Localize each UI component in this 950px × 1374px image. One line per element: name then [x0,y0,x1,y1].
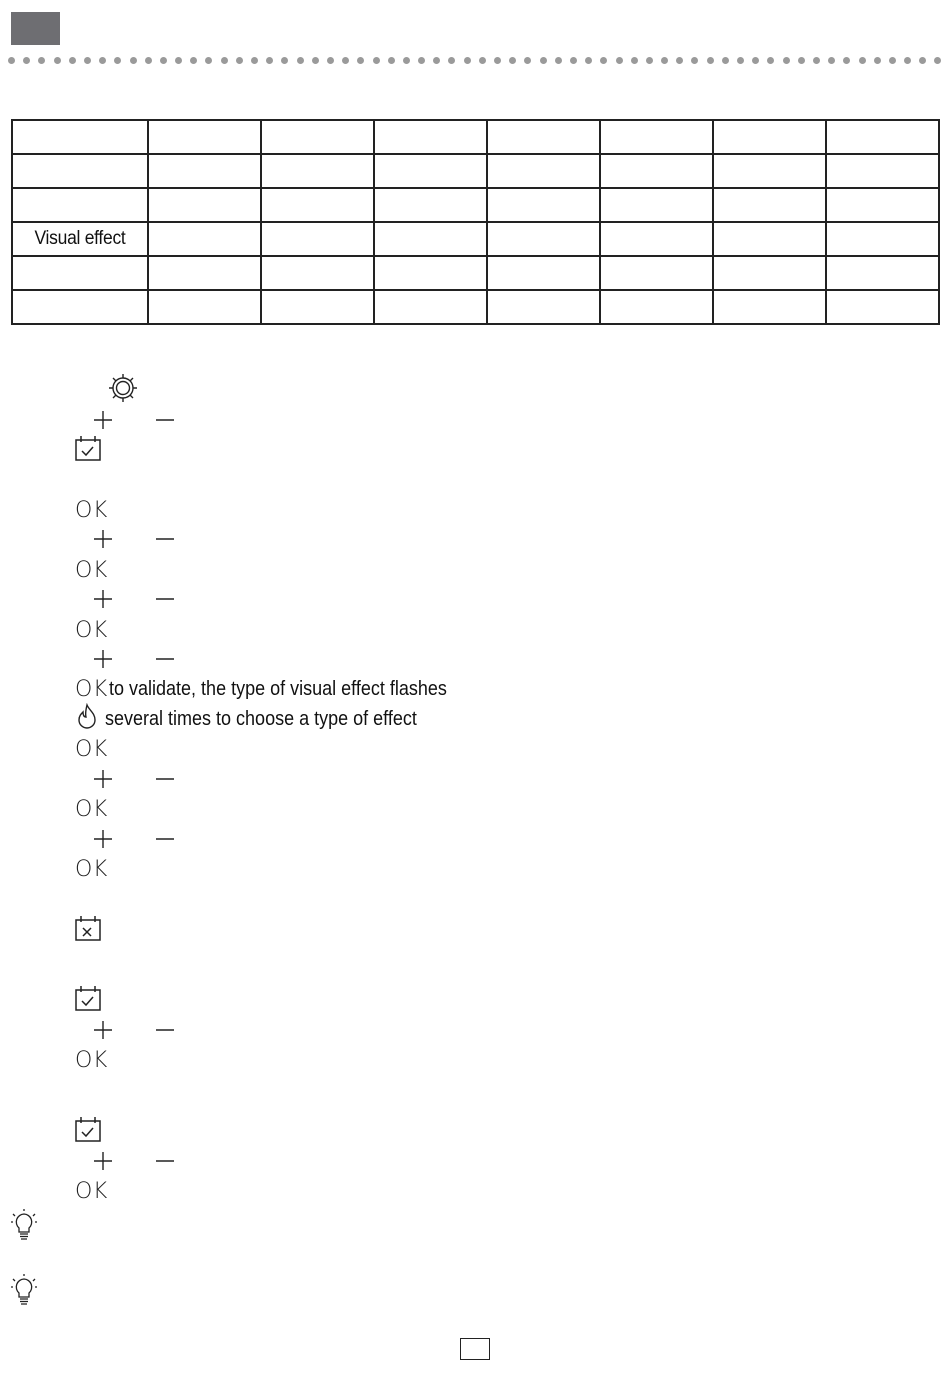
minus-icon [154,588,176,615]
table-cell [713,290,826,324]
ok-label: OK [75,617,108,643]
ok-step [75,736,109,762]
divider-dot [646,57,653,64]
divider-dot [281,57,288,64]
table-cell [17,154,142,188]
gear-icon [106,371,140,405]
table-cell [261,120,374,154]
divider-dot [889,57,896,64]
divider-dot [843,57,850,64]
ok-step [75,796,109,822]
table-cell [17,188,142,222]
divider-dot [934,57,941,64]
effect-choose-text: several times to choose a type of effect [105,707,417,730]
plus-minus-controls [92,409,182,431]
divider-dot [600,57,607,64]
divider-dot [418,57,425,64]
divider-dot [145,57,152,64]
flame-step [75,706,451,732]
divider-dot [130,57,137,64]
table-row [12,256,939,290]
divider-dot [99,57,106,64]
plus-minus-controls [92,828,182,850]
table-cell [826,120,939,154]
divider-dot [494,57,501,64]
divider-dot [859,57,866,64]
table-cell [713,120,826,154]
divider-dot [84,57,91,64]
table-cell [374,120,487,154]
section-header-block [11,12,60,45]
table-cell [826,222,939,256]
divider-dot [737,57,744,64]
divider-dot [403,57,410,64]
ok-step [75,617,109,643]
table-cell [600,188,713,222]
ok-step [75,497,109,523]
divider-dot [433,57,440,64]
dotted-divider [8,56,942,64]
minus-icon [154,409,176,436]
ok-label: OK [75,497,108,523]
plus-icon [92,768,114,795]
ok-label: OK [75,736,108,762]
table-cell [148,120,261,154]
table-cell: Visual effect [17,222,142,256]
table-cell [600,222,713,256]
plus-icon [92,648,114,675]
table-cell [261,154,374,188]
visual-validate-text: to validate, the type of visual effect flashes [109,677,447,700]
divider-dot [160,57,167,64]
divider-dot [691,57,698,64]
divider-dot [312,57,319,64]
divider-dot [8,57,15,64]
divider-dot [38,57,45,64]
table-cell [374,222,487,256]
divider-dot [479,57,486,64]
divider-dot [828,57,835,64]
calendar-cross-icon [75,914,101,942]
divider-dot [874,57,881,64]
table-cell [487,222,600,256]
divider-dot [585,57,592,64]
divider-dot [509,57,516,64]
plus-icon [92,828,114,855]
calendar-check-icon [75,434,101,462]
divider-dot [373,57,380,64]
minus-icon [154,1150,176,1177]
divider-dot [813,57,820,64]
divider-dot [707,57,714,64]
table-cell [600,154,713,188]
table-cell [148,188,261,222]
divider-dot [524,57,531,64]
table-cell [713,188,826,222]
plus-minus-controls [92,1150,182,1172]
divider-dot [236,57,243,64]
table-row [12,222,939,256]
table-cell [487,290,600,324]
divider-dot [251,57,258,64]
ok-step [75,1047,109,1073]
table-cell [600,290,713,324]
table-cell [374,188,487,222]
table-cell [148,256,261,290]
table-cell [261,290,374,324]
divider-dot [676,57,683,64]
divider-dot [114,57,121,64]
minus-icon [154,1019,176,1046]
divider-dot [342,57,349,64]
table-cell [148,290,261,324]
table-cell [261,222,374,256]
divider-dot [722,57,729,64]
ok-step [75,676,484,702]
divider-dot [919,57,926,64]
divider-dot [555,57,562,64]
table-cell [487,154,600,188]
divider-dot [540,57,547,64]
ok-step [75,557,109,583]
divider-dot [767,57,774,64]
table-cell [487,188,600,222]
table-cell [600,256,713,290]
table-cell [374,256,487,290]
table-cell [374,154,487,188]
calendar-check-icon [75,1115,101,1143]
page-number-box [460,1338,490,1360]
plus-icon [92,1150,114,1177]
ok-step [75,1178,109,1204]
divider-dot [205,57,212,64]
ok-step [75,856,109,882]
table-cell [17,120,142,154]
divider-dot [357,57,364,64]
divider-dot [388,57,395,64]
table-cell [826,290,939,324]
table-cell [487,120,600,154]
table-cell [713,256,826,290]
plus-icon [92,1019,114,1046]
plus-icon [92,409,114,436]
ok-label: OK [75,557,108,583]
divider-dot [175,57,182,64]
minus-icon [154,768,176,795]
table-cell [261,188,374,222]
table-row [12,120,939,154]
table-cell [148,222,261,256]
plus-minus-controls [92,1019,182,1041]
divider-dot [327,57,334,64]
flame-icon [75,703,105,736]
divider-dot [448,57,455,64]
table-cell [17,256,142,290]
ok-label: OK [75,796,108,822]
table-cell [826,188,939,222]
divider-dot [631,57,638,64]
divider-dot [752,57,759,64]
table-cell [17,290,142,324]
table-cell [826,154,939,188]
plus-minus-controls [92,768,182,790]
plus-minus-controls [92,588,182,610]
table-cell [148,154,261,188]
ok-label: OK [75,856,108,882]
divider-dot [798,57,805,64]
divider-dot [783,57,790,64]
divider-dot [54,57,61,64]
divider-dot [616,57,623,64]
minus-icon [154,648,176,675]
divider-dot [904,57,911,64]
divider-dot [297,57,304,64]
table-row [12,290,939,324]
lightbulb-icon [10,1273,38,1307]
settings-table [11,119,940,325]
calendar-check-icon [75,984,101,1012]
divider-dot [23,57,30,64]
lightbulb-icon [10,1208,38,1242]
plus-icon [92,528,114,555]
ok-label: OK [75,676,108,702]
table-cell [713,222,826,256]
divider-dot [570,57,577,64]
divider-dot [661,57,668,64]
divider-dot [221,57,228,64]
divider-dot [69,57,76,64]
ok-label: OK [75,1178,108,1204]
divider-dot [190,57,197,64]
plus-icon [92,588,114,615]
minus-icon [154,528,176,555]
table-cell [826,256,939,290]
divider-dot [464,57,471,64]
table-cell [487,256,600,290]
plus-minus-controls [92,528,182,550]
table-row [12,154,939,188]
table-cell [374,290,487,324]
table-cell [261,256,374,290]
plus-minus-controls [92,648,182,670]
table-row [12,188,939,222]
divider-dot [266,57,273,64]
table-cell [600,120,713,154]
table-cell [713,154,826,188]
minus-icon [154,828,176,855]
ok-label: OK [75,1047,108,1073]
